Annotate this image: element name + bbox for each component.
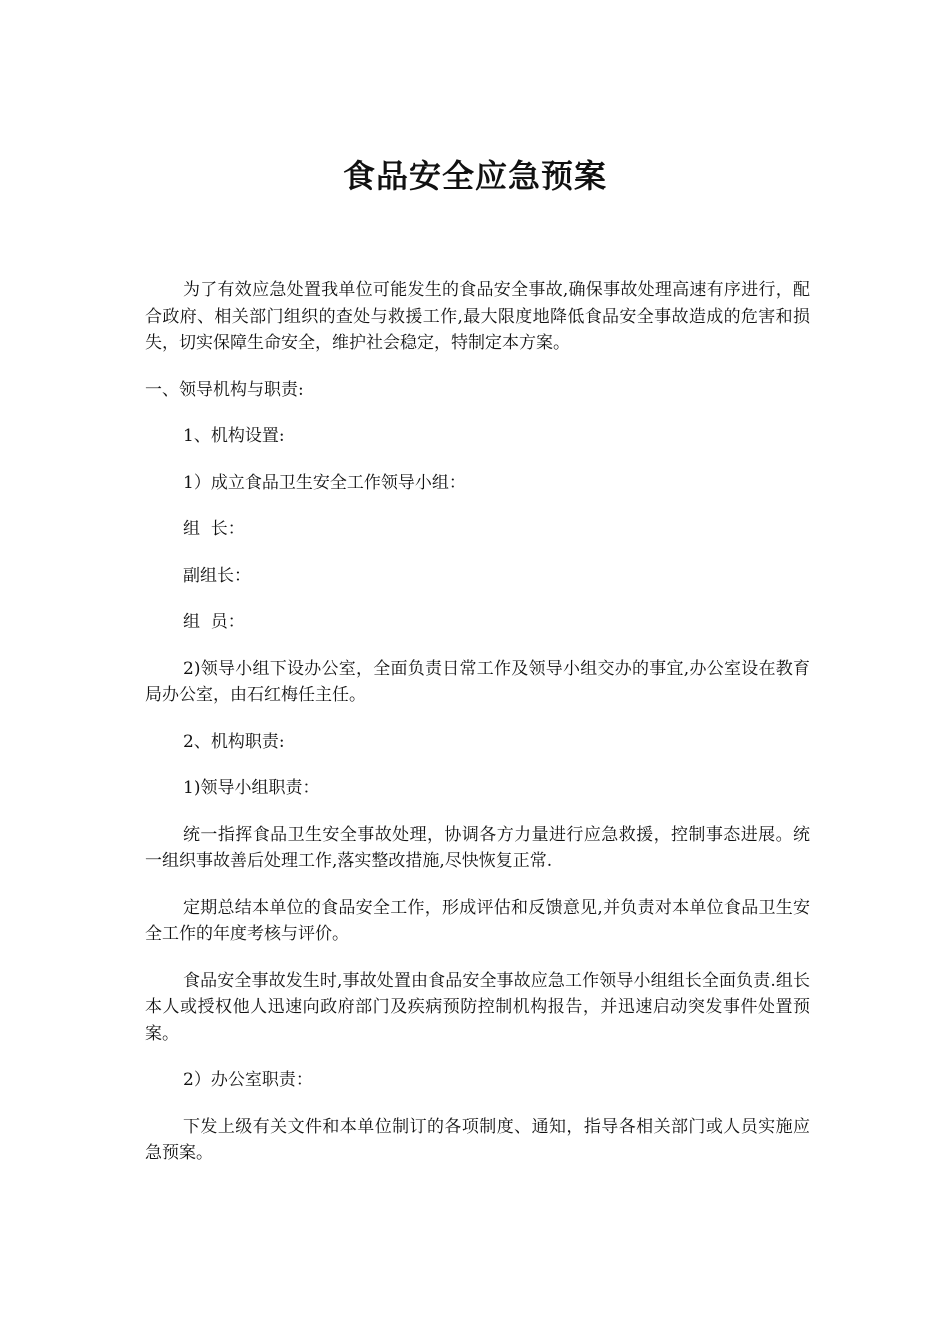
subsection-heading-duties: 2、机构职责: xyxy=(183,731,285,752)
document-body xyxy=(145,277,810,1187)
section-heading-leadership: 一、领导机构与职责: xyxy=(145,379,304,400)
duty-paragraph-incident: 食品安全事故发生时,事故处置由食品安全事故应急工作领导小组组长全面负责.组长本人或授权他人迅速向政府部门及疾病预防控制机构报告，并迅速启动突发事件处置预案。 xyxy=(145,970,810,1044)
item-leading-group-duties: 1)领导小组职责： xyxy=(183,778,320,798)
document-title: 食品安全应急预案 xyxy=(342,157,607,195)
item-leading-group: 1）成立食品卫生安全工作领导小组： xyxy=(183,472,466,493)
intro-paragraph: 为了有效应急处置我单位可能发生的食品安全事故,确保事故处理高速有序进行，配合政府、相关部门组织的查处与救援工作,最大限度地降低食品安全事故造成的危害和损失，切实保障生命安全，维护社会稳定，特制定本方案。 xyxy=(145,280,810,353)
item-office-duties: 2）办公室职责： xyxy=(183,1070,313,1090)
duty-paragraph-office: 下发上级有关文件和本单位制订的各项制度、通知，指导各相关部门或人员实施应急预案。 xyxy=(145,1116,810,1163)
duty-paragraph-command: 统一指挥食品卫生安全事故处理，协调各方力量进行应急救援，控制事态进展。统一组织事故善后处理工作,落实整改措施,尽快恢复正常. xyxy=(145,824,810,871)
role-group-members: 组 员： xyxy=(183,612,245,632)
duty-paragraph-summary: 定期总结本单位的食品安全工作，形成评估和反馈意见,并负责对本单位食品卫生安全工作的年度考核与评价。 xyxy=(145,897,810,944)
role-deputy-leader: 副组长： xyxy=(183,565,251,586)
subsection-heading-organization: 1、机构设置: xyxy=(183,426,285,446)
item-office-setup: 2)领导小组下设办公室，全面负责日常工作及领导小组交办的事宜,办公室设在教育局办公室，由石红梅任主任。 xyxy=(145,658,810,705)
role-group-leader: 组 长： xyxy=(183,519,245,539)
